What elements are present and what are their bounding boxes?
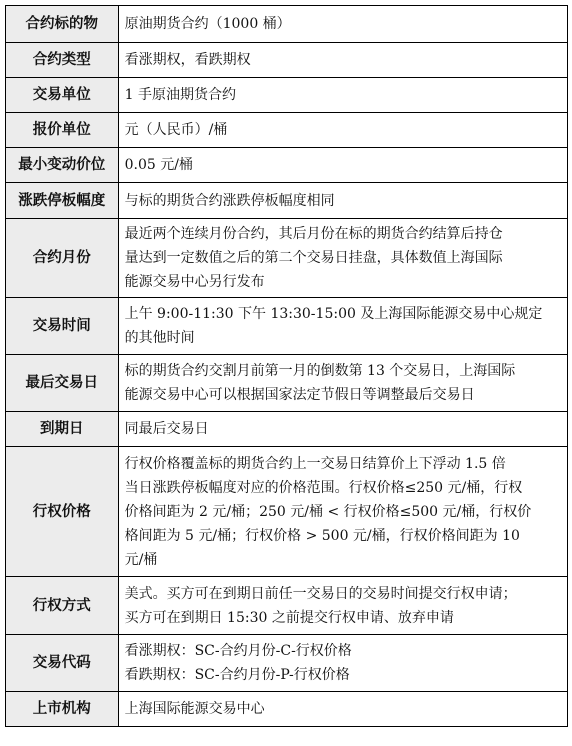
value-line: 同最后交易日 [124, 421, 209, 437]
value-line: 美式。买方可在到期日前任一交易日的交易时间提交行权申请； [124, 585, 517, 602]
value-line: 元/桶 [124, 551, 158, 568]
value-line: 上午 9:00-11:30 下午 13:30-15:00 及上海国际能源交易中心规定 [124, 306, 543, 322]
value-line: 看涨期权，看跌期权 [124, 52, 251, 68]
row-label-trading-hours: 交易时间 [6, 298, 119, 355]
table-row [6, 148, 568, 183]
value-line: 价格间距为 2 元/桶；250 元/桶 < 行权价格≤500 元/桶，行权价 [124, 503, 532, 520]
row-label-last-trading-day: 最后交易日 [6, 355, 119, 412]
table-row [6, 78, 568, 113]
table-row [6, 412, 568, 447]
table-row [6, 298, 568, 355]
table-row [6, 219, 568, 298]
value-line: 当日涨跌停板幅度对应的价格范围。行权价格≤250 元/桶，行权 [124, 479, 523, 496]
value-line: 能源交易中心可以根据国家法定节假日等调整最后交易日 [124, 387, 475, 403]
row-value-exercise-style [118, 577, 567, 635]
row-label-expiration-day: 到期日 [6, 412, 119, 447]
row-value-contract-months [118, 219, 567, 298]
table-row [6, 43, 568, 78]
value-line: 0.05 元/桶 [124, 157, 193, 173]
table-row [6, 183, 568, 219]
value-line: 1 手原油期货合约 [124, 87, 236, 103]
row-value-underlying [118, 6, 567, 43]
table-row [6, 577, 568, 635]
value-line: 看跌期权：SC-合约月份-P-行权价格 [124, 667, 350, 683]
row-value-expiration-day [118, 412, 567, 447]
row-label-exercise-style: 行权方式 [6, 577, 119, 635]
contract-spec-table [5, 5, 568, 727]
value-line: 行权价格覆盖标的期货合约上一交易日结算价上下浮动 1.5 倍 [124, 455, 506, 472]
row-label-contract-months: 合约月份 [6, 219, 119, 298]
value-line: 格间距为 5 元/桶；行权价格 > 500 元/桶，行权价格间距为 10 [124, 527, 520, 544]
table-row [6, 692, 568, 727]
row-value-tick-size [118, 148, 567, 183]
table-row [6, 447, 568, 577]
value-line: 标的期货合约交割月前第一月的倒数第 13 个交易日，上海国际 [124, 363, 516, 379]
table-row [6, 635, 568, 692]
row-value-price-limit [118, 183, 567, 219]
row-value-quote-unit [118, 113, 567, 148]
value-line: 元（人民币）/桶 [124, 122, 228, 138]
row-value-trading-hours [118, 298, 567, 355]
value-line: 的其他时间 [124, 330, 195, 346]
table-row [6, 6, 568, 43]
row-label-quote-unit: 报价单位 [6, 113, 119, 148]
row-value-last-trading-day [118, 355, 567, 412]
table-row [6, 355, 568, 412]
row-label-listing-exchange: 上市机构 [6, 692, 119, 727]
row-label-price-limit: 涨跌停板幅度 [6, 183, 119, 219]
row-label-trading-code: 交易代码 [6, 635, 119, 692]
row-value-trading-code [118, 635, 567, 692]
value-line: 看涨期权：SC-合约月份-C-行权价格 [124, 643, 352, 659]
value-line: 与标的期货合约涨跌停板幅度相同 [124, 192, 335, 209]
value-line: 最近两个连续月份合约，其后月份在标的期货合约结算后持仓 [124, 226, 503, 242]
row-label-tick-size: 最小变动价位 [6, 148, 119, 183]
row-label-trading-unit: 交易单位 [6, 78, 119, 113]
row-value-trading-unit [118, 78, 567, 113]
row-label-strike-price: 行权价格 [6, 447, 119, 577]
row-value-contract-type [118, 43, 567, 78]
row-value-strike-price [118, 447, 567, 577]
row-value-listing-exchange [118, 692, 567, 727]
value-line: 买方可在到期日 15:30 之前提交行权申请、放弃申请 [124, 609, 454, 626]
value-line: 上海国际能源交易中心 [124, 701, 265, 717]
value-line: 能源交易中心另行发布 [124, 274, 265, 290]
table-row [6, 113, 568, 148]
value-line: 原油期货合约（1000 桶） [124, 16, 291, 32]
row-label-underlying: 合约标的物 [6, 6, 119, 43]
row-label-contract-type: 合约类型 [6, 43, 119, 78]
value-line: 量达到一定数值之后的第二个交易日挂盘，具体数值上海国际 [124, 250, 503, 266]
